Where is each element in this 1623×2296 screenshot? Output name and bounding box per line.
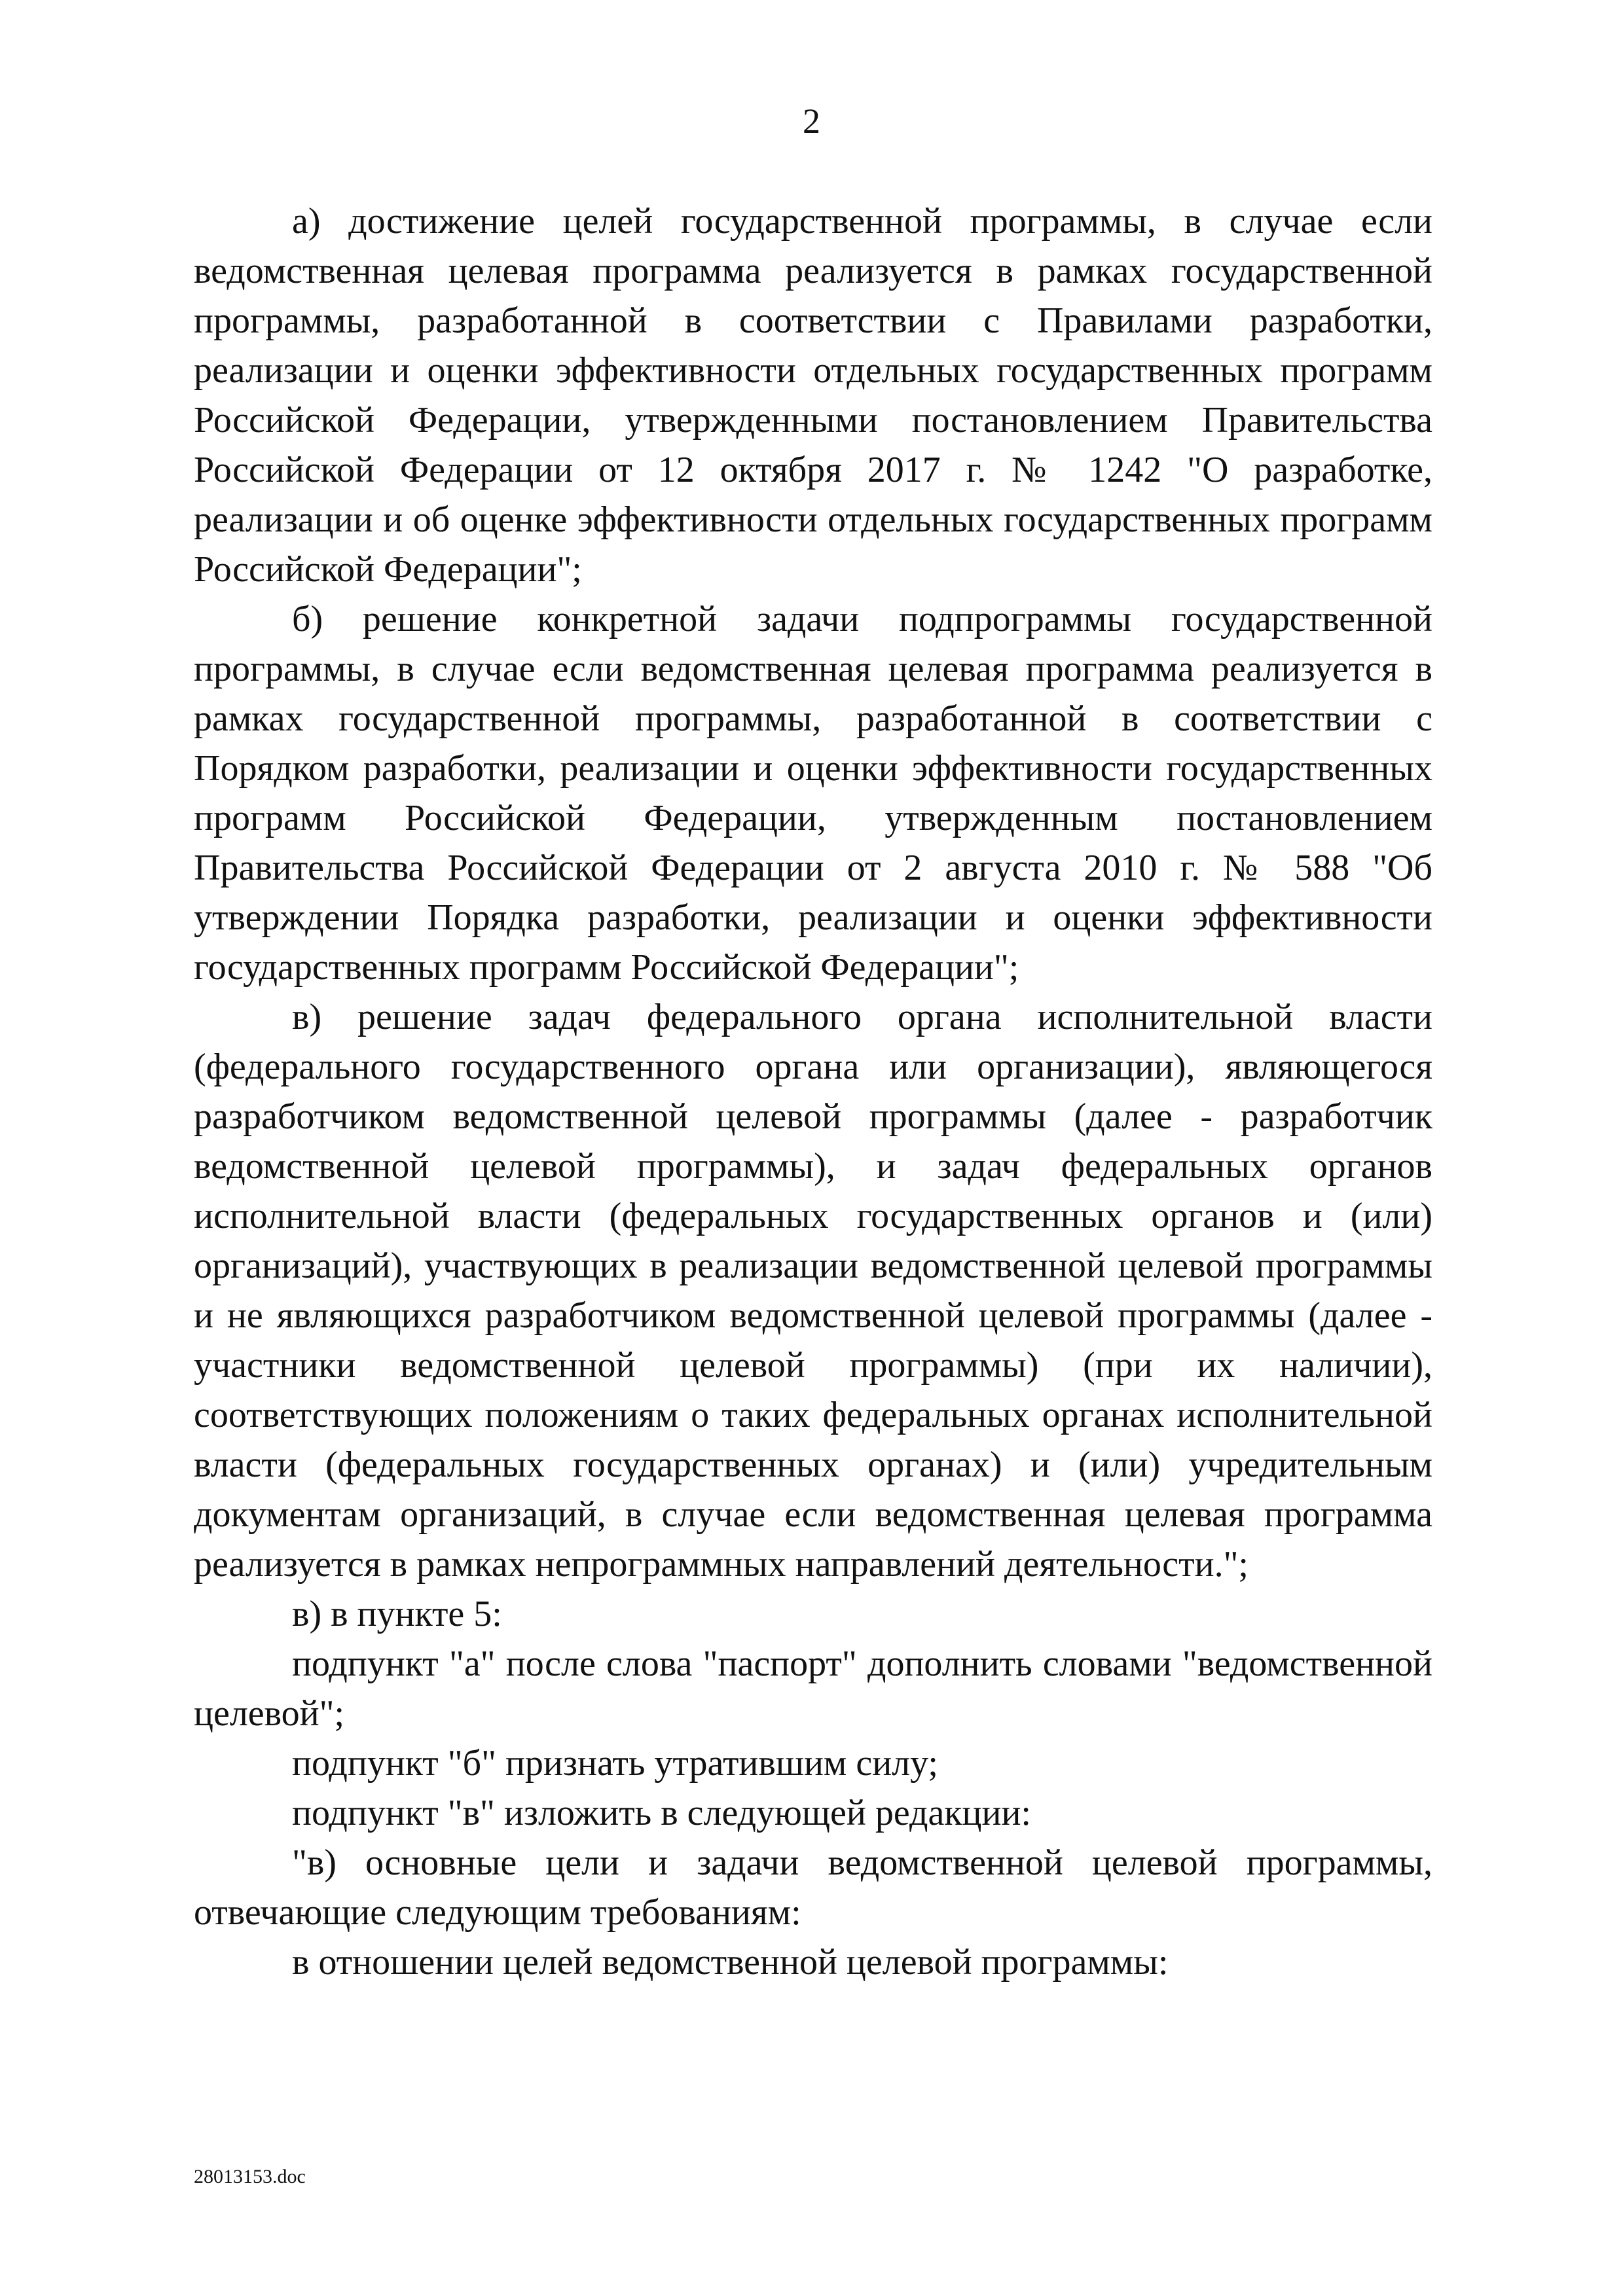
footer-filename: 28013153.doc	[194, 2166, 306, 2187]
paragraph-b-subprogram-task: б) решение конкретной задачи подпрограммы государственной программы, в случае если ведомственная целевая программа реализуется в рамках государственной программы, разработанной в соответствии с Порядком разработки, реализации и оценки эффективности государственных программ Российской Федерации, утвержденным постановлением Правительства Российской Федерации от 2 августа 2010 г. № 588 "Об утверждении Порядка разработки, реализации и оценки эффективности государственных программ Российской Федерации";	[194, 599, 1432, 988]
page-number: 2	[803, 101, 820, 141]
paragraph-subpoint-a: подпункт "а" после слова "паспорт" дополнить словами "ведомственной целевой";	[194, 1643, 1432, 1734]
paragraph-v-federal-tasks: в) решение задач федерального органа исполнительной власти (федерального государственного органа или организации), являющегося разработчиком ведомственной целевой программы (далее - разработчик ведомственной целевой программы), и задач федеральных органов исполнительной власти (федеральных государственных органов и (или) организаций), участвующих в реализации ведомственной целевой программы и не являющихся разработчиком ведомственной целевой программы (далее - участники ведомственной целевой программы) (при их наличии), соответствующих положениям о таких федеральных органах исполнительной власти (федеральных государственных органах) и (или) учредительным документам организаций, в случае если ведомственная целевая программа реализуется в рамках непрограммных направлений деятельности.";	[194, 997, 1432, 1585]
paragraph-a-goals: а) достижение целей государственной программы, в случае если ведомственная целевая программа реализуется в рамках государственной программы, разработанной в соответствии с Правилами разработки, реализации и оценки эффективности отдельных государственных программ Российской Федерации, утвержденными постановлением Правительства Российской Федерации от 12 октября 2017 г. № 1242 "О разработке, реализации и об оценке эффективности отдельных государственных программ Российской Федерации";	[194, 201, 1432, 590]
paragraph-new-v-text: "в) основные цели и задачи ведомственной целевой программы, отвечающие следующим требованиям:	[194, 1842, 1432, 1933]
paragraph-subpoint-b: подпункт "б" признать утратившим силу;	[292, 1743, 938, 1784]
document-body	[194, 196, 1432, 1987]
paragraph-subpoint-v: подпункт "в" изложить в следующей редакции:	[292, 1793, 1031, 1833]
paragraph-goals-requirements: в отношении целей ведомственной целевой программы:	[292, 1942, 1169, 1982]
paragraph-point-5: в) в пункте 5:	[292, 1594, 502, 1634]
